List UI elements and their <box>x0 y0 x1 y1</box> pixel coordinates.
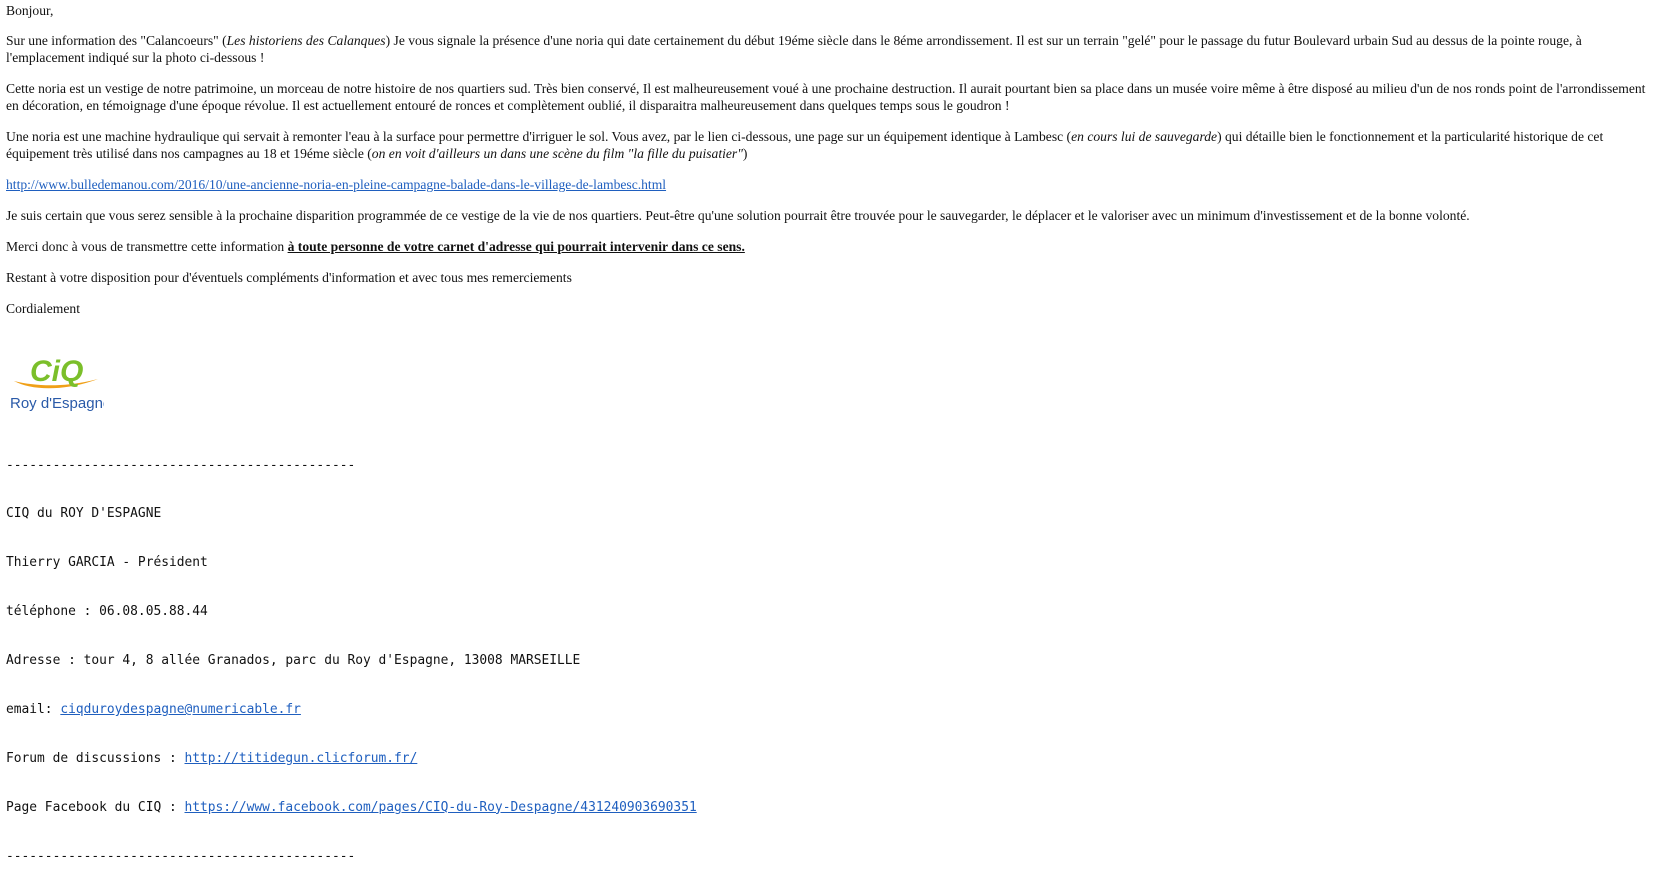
paragraph-text: Sur une information des "Calancoeurs" ( <box>6 33 227 48</box>
paragraph-text: ) qui détaille bien le fonctionnement et la particularité historique de cet équipement très utilisé dans nos campagnes au 18 et 19éme siècle ( <box>6 129 1604 161</box>
signature-forum-line <box>6 751 697 767</box>
signature-facebook-line <box>6 800 697 816</box>
email-link[interactable]: ciqduroydespagne@numericable.fr <box>60 702 301 718</box>
logo-roy-text: Roy d'Espagne <box>10 395 104 412</box>
signature-org: CIQ du ROY D'ESPAGNE <box>6 506 162 522</box>
signature-block <box>6 425 697 881</box>
emphasized-text: à toute personne de votre carnet d'adresse qui pourrait intervenir dans ce sens. <box>287 239 745 254</box>
paragraph-thanks: Restant à votre disposition pour d'éventuels compléments d'information et avec tous mes remerciements <box>6 270 572 285</box>
forum-link[interactable]: http://titidegun.clicforum.fr/ <box>184 750 418 766</box>
email-body <box>6 2 1654 331</box>
signature-email-line <box>6 702 697 718</box>
signature-address: Adresse : tour 4, 8 allée Granados, parc du Roy d'Espagne, 13008 MARSEILLE <box>6 653 581 669</box>
paragraph-text: ) Je vous signale la présence d'une noria qui date certainement du début 19éme siècle dans le 8éme arrondissement. Il est sur un terrain "gelé" pour le passage du futur Boulevard urbain Sud au dessus de la pointe rouge, à l'emplacement indiqué sur la photo ci-dessous ! <box>6 33 1582 65</box>
paragraph-information <box>6 32 1654 66</box>
italic-text: Les historiens des Calanques <box>226 33 386 48</box>
paragraph-text: Une noria est une machine hydraulique qui servait à remonter l'eau à la surface pour permettre d'irriguer le sol. Vous avez, par le lien ci-dessous, une page sur un équipement identique à Lambesc ( <box>6 129 1072 144</box>
ciq-logo-graphic <box>8 351 104 415</box>
paragraph-text: ) <box>742 146 748 161</box>
paragraph-link <box>6 176 1654 193</box>
paragraph-request <box>6 238 1654 255</box>
paragraph-noria-description <box>6 128 1654 162</box>
paragraph-heritage: Cette noria est un vestige de notre patrimoine, un morceau de notre histoire de nos quartiers sud. Très bien conservé, Il est malheureusement voué à une prochaine destruction. Il aurait pourtant bien sa place dans un musée voire même à être disposé au milieu d'un de nos ronds point de l'arrondissement en décoration, en témoignage d'une époque révolue. Il est actuellement entouré de ronces et complètement oublié, il disparaitra malheureusement dans quelques temps sous le goudron ! <box>6 81 1646 113</box>
signature-rule-bottom: --------------------------------------------- <box>6 848 356 864</box>
paragraph-text: Merci donc à vous de transmettre cette information <box>6 239 288 254</box>
facebook-link[interactable]: https://www.facebook.com/pages/CIQ-du-Roy-Despagne/431240903690351 <box>184 799 697 815</box>
signature-phone: téléphone : 06.08.05.88.44 <box>6 604 208 620</box>
italic-text: en cours lui de sauvegarde <box>1071 129 1218 144</box>
italic-text: on en voit d'ailleurs un dans une scène du film "la fille du puisatier" <box>371 146 743 161</box>
signature-person: Thierry GARCIA - Président <box>6 555 208 571</box>
logo-ciq-text: CiQ <box>30 355 84 388</box>
forum-label: Forum de discussions : <box>6 750 185 766</box>
greeting: Bonjour, <box>6 3 54 18</box>
closing: Cordialement <box>6 301 80 316</box>
article-link[interactable]: http://www.bulledemanou.com/2016/10/une-ancienne-noria-en-pleine-campagne-balade-dans-le-village-de-lambesc.html <box>6 177 667 192</box>
signature-rule-top: --------------------------------------------- <box>6 457 356 473</box>
facebook-label: Page Facebook du CIQ : <box>6 799 185 815</box>
ciq-logo <box>8 351 104 415</box>
email-label: email: <box>6 702 61 718</box>
paragraph-appeal: Je suis certain que vous serez sensible à la prochaine disparition programmée de ce vestige de la vie de nos quartiers. Peut-être qu'une solution pourrait être trouvée pour le sauvegarder, le déplacer et le valoriser avec un minimum d'investissement et de la bonne volonté. <box>6 208 1470 223</box>
